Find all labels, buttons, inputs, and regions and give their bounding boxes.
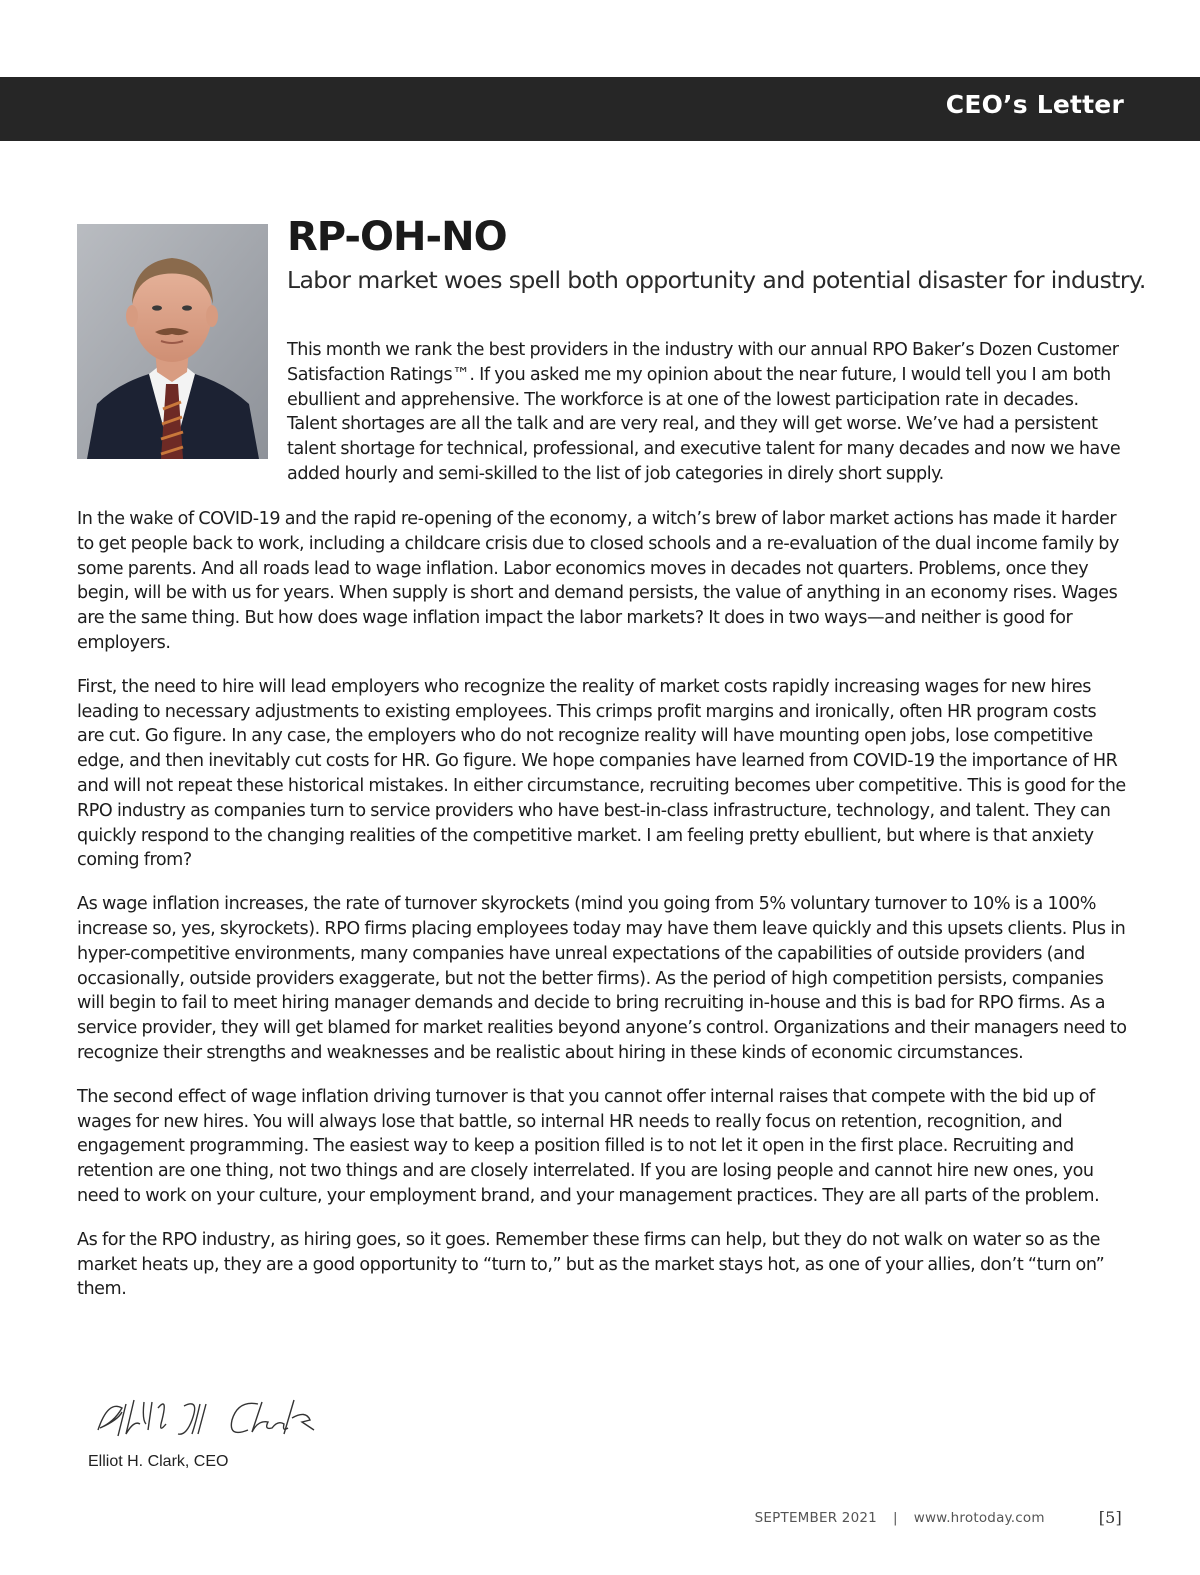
website-link[interactable]: www.hrotoday.com [913, 1509, 1045, 1526]
body-paragraph-3: As wage inflation increases, the rate of turnover skyrockets (mind you going from 5% voluntary turnover to 10% is a 100% increase so, yes, skyrockets). RPO firms placing employees today may have them leave quickly and this upsets clients. Plus in hyper-competitive environments, many companies have unreal expectations of the capabilities of outside providers (and occasionally, outside providers exaggerate, but not the better firms). As the period of high competition persists, companies will begin to fail to meet hiring manager demands and decide to bring recruiting in-house and this is bad for RPO firms. As a service provider, they will get blamed for market realities beyond anyone’s control. Organizations and their managers need to recognize their strengths and weaknesses and be realistic about hiring in these kinds of economic circumstances. [77, 894, 1127, 1063]
author-portrait [77, 224, 268, 459]
issue-date: SEPTEMBER 2021 [754, 1509, 877, 1526]
body-paragraph-5: As for the RPO industry, as hiring goes, so it goes. Remember these firms can help, but they do not walk on water so as the market heats up, they are a good opportunity to “turn to,” but as the market stays hot, as one of your allies, don’t “turn on” them. [77, 1229, 1105, 1300]
section-label: CEO’s Letter [945, 90, 1124, 119]
body-paragraph-2: First, the need to hire will lead employers who recognize the reality of market costs rapidly increasing wages for new hires leading to necessary adjustments to existing employees. This crimps profit margins and ironically, often HR program costs are cut. Go figure. In any case, the employers who do not recognize reality will have mounting open jobs, lose competitive edge, and then inevitably cut costs for HR. Go figure. We hope companies have learned from COVID-19 the importance of HR and will not repeat these historical mistakes. In either circumstance, recruiting becomes uber competitive. This is good for the RPO industry as companies turn to service providers who have best-in-class infrastructure, technology, and talent. They can quickly respond to the changing realities of the competitive market. I am feeling pretty ebullient, but where is that anxiety coming from? [77, 676, 1126, 871]
article-body [77, 507, 1127, 1321]
lead-paragraph: This month we rank the best providers in the industry with our annual RPO Baker’s Dozen Customer Satisfaction Ratings™. If you asked me my opinion about the near future, I would tell you I am both ebullient and apprehensive. The workforce is at one of the lowest participation rate in decades. Talent shortages are all the talk and are very real, and they will get worse. We’ve had a persistent talent shortage for technical, professional, and executive talent for many decades and now we have added hourly and semi-skilled to the list of job categories in direly short supply. [287, 340, 1121, 484]
article-title: RP-OH-NO [287, 214, 507, 260]
footer-separator: | [892, 1509, 898, 1526]
lead-paragraph-block [287, 338, 1127, 487]
handwritten-signature [88, 1390, 328, 1448]
signer-name: Elliot H. Clark, CEO [88, 1453, 229, 1470]
page-number: [5] [1098, 1508, 1122, 1527]
body-paragraph-1: In the wake of COVID-19 and the rapid re-opening of the economy, a witch’s brew of labor market actions has made it harder to get people back to work, including a childcare crisis due to closed schools and a re-evaluation of the dual income family by some parents. And all roads lead to wage inflation. Labor economics moves in decades not quarters. Problems, once they begin, will be with us for years. When supply is short and demand persists, the value of anything in an economy rises. Wages are the same thing. But how does wage inflation impact the labor markets? It does in two ways—and neither is good for employers. [77, 509, 1119, 653]
article-subtitle: Labor market woes spell both opportunity and potential disaster for industry. [287, 266, 1146, 294]
portrait-image [77, 224, 268, 459]
page-footer [755, 1508, 1122, 1527]
body-paragraph-4: The second effect of wage inflation driving turnover is that you cannot offer internal raises that compete with the bid up of wages for new hires. You will always lose that battle, so internal HR needs to really focus on retention, recognition, and engagement programming. The easiest way to keep a position filled is to not let it open in the first place. Recruiting and retention are one thing, not two things and are closely interrelated. If you are losing people and cannot hire new ones, you need to work on your culture, your employment brand, and your management practices. They are all parts of the problem. [77, 1086, 1100, 1206]
